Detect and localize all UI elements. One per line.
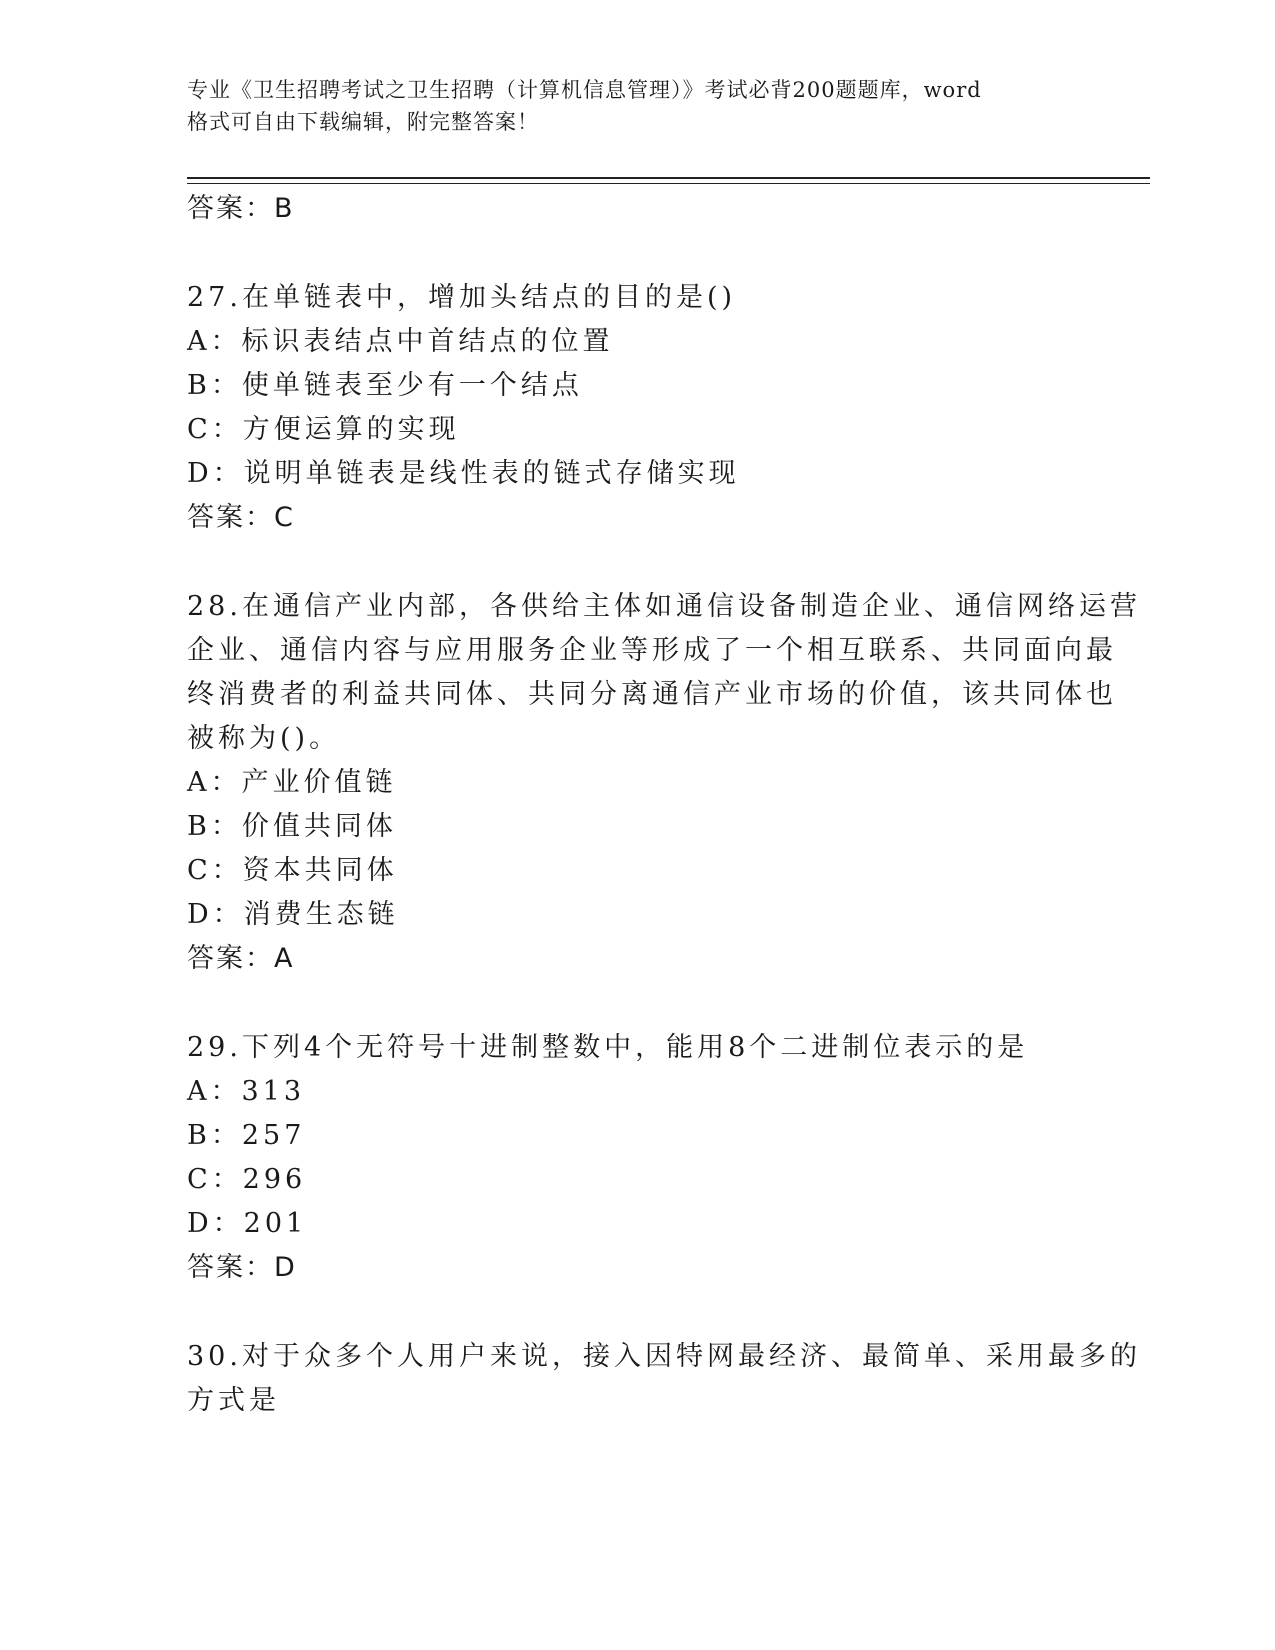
header-line-2: 格式可自由下载编辑，附完整答案！	[187, 110, 539, 134]
q28-option-c: C：资本共同体	[187, 855, 398, 886]
header-line-1: 专业《卫生招聘考试之卫生招聘（计算机信息管理）》考试必背200题题库，word	[187, 78, 982, 102]
q27-stem: 27.在单链表中，增加头结点的目的是()	[187, 282, 737, 313]
q29-option-b: B：257	[187, 1120, 306, 1151]
prev-answer: 答案：B	[187, 193, 295, 224]
q28-stem-line-4: 被称为()。	[187, 723, 341, 754]
header-rule-thin	[187, 183, 1150, 184]
q27-answer: 答案：C	[187, 502, 295, 533]
q27-option-c: C：方便运算的实现	[187, 414, 460, 445]
q29-option-d: D：201	[187, 1208, 308, 1239]
q28-option-a: A：产业价值链	[187, 767, 397, 798]
q28-stem-line-3: 终消费者的利益共同体、共同分离通信产业市场的价值，该共同体也	[187, 679, 1117, 710]
q27-option-d: D：说明单链表是线性表的链式存储实现	[187, 458, 740, 489]
header-rule-thick	[187, 177, 1150, 179]
q30-stem-line-2: 方式是	[187, 1385, 280, 1416]
q29-option-c: C：296	[187, 1164, 307, 1195]
q28-option-d: D：消费生态链	[187, 899, 399, 930]
q27-option-a: A：标识表结点中首结点的位置	[187, 326, 614, 357]
q29-stem: 29.下列4个无符号十进制整数中，能用8个二进制位表示的是	[187, 1032, 1029, 1063]
q29-answer: 答案：D	[187, 1252, 297, 1283]
q30-stem-line-1: 30.对于众多个人用户来说，接入因特网最经济、最简单、采用最多的	[187, 1341, 1141, 1372]
q28-stem-line-1: 28.在通信产业内部，各供给主体如通信设备制造企业、通信网络运营	[187, 591, 1141, 622]
q28-option-b: B：价值共同体	[187, 811, 397, 842]
document-header	[187, 74, 1107, 138]
q28-answer: 答案：A	[187, 943, 295, 974]
q28-stem-line-2: 企业、通信内容与应用服务企业等形成了一个相互联系、共同面向最	[187, 635, 1117, 666]
q29-option-a: A：313	[187, 1076, 306, 1107]
q27-option-b: B：使单链表至少有一个结点	[187, 370, 583, 401]
